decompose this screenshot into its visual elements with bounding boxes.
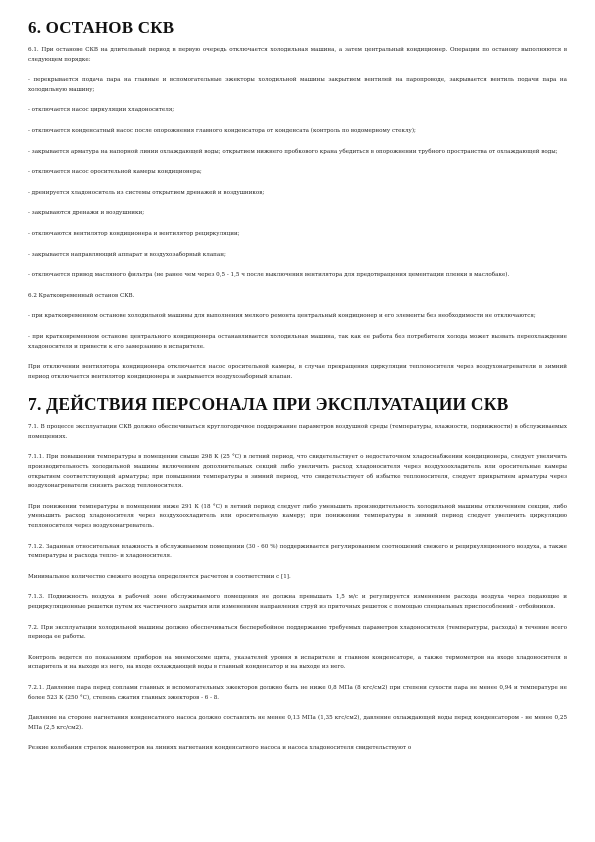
paragraph: 7.1.3. Подвижность воздуха в рабочей зоне обслуживаемого помещения не должна превышать 1,5 м/с и регулируется изменением расхода воздуха через подающие и рециркуляционные решетки путем их частичного закрытия или изменением направления струй из приточных решеток с помощью специальных приспособлений - отбойников. <box>28 594 567 610</box>
paragraph: Контроль ведется по показаниям приборов на мнемосхеме щита, указателей уровня в испарителе и главном конденсаторе, а также термометров на входе хладоносителя в испаритель и на выходе из него, на входе охлаждающей воды в главный конденсатор и на выходе из него. <box>28 654 567 671</box>
paragraph: - отключаются вентилятор кондиционера и вентилятор рециркуляции; <box>28 230 240 237</box>
paragraph: - закрывается направляющий аппарат и воздухозаборный клапан; <box>28 251 226 258</box>
paragraph: 6.2 Кратковременный останов СКВ. <box>28 292 135 299</box>
section-6-heading: 6. ОСТАНОВ СКВ <box>28 18 175 37</box>
paragraph: - отключается насос оросительной камеры кондиционера; <box>28 169 202 176</box>
paragraph: - закрываются дренажи и воздушники; <box>28 210 145 217</box>
section-7-body <box>28 423 567 754</box>
paragraph: - перекрывается подача пара на главные и вспомогательные эжекторы холодильной машины закрытием вентилей на паропроводе, закрывается вентиль подачи пара на холодильную машину; <box>28 77 567 93</box>
paragraph: - закрывается арматура на напорной линии охлаждающей воды; открытием нижнего пробкового крана убедиться в опорожнении трубного пространства от охлаждающей воды; <box>28 148 558 155</box>
paragraph: Резкие колебания стрелок манометров на линиях нагнетания конденсатного насоса и насоса хладоносителя свидетельствуют о <box>28 745 412 752</box>
paragraph: 7.2.1. Давление пара перед соплами главных и вспомогательных эжекторов должно быть не ниже 0,8 МПа (8 кгс/см2) при степени сухости пара не менее 0,94 и температуре не более 523 К (250 °С), степень сжатия главных эжекторов - 6 - 8. <box>28 684 567 701</box>
section-7-heading: 7. ДЕЙСТВИЯ ПЕРСОНАЛА ПРИ ЭКСПЛУАТАЦИИ СКВ <box>28 394 509 415</box>
paragraph: - при кратковременном останове центрального кондиционера останавливается холодильная машина, так как ее работа без потребителя холода может вызвать переохлаждение хладоносителя и привести к его замерзанию в испарителе. <box>28 333 567 350</box>
paragraph: 7.1.1. При повышении температуры в помещении свыше 298 К (25 °С) в летний период, что свидетельствует о недостаточном хладоснабжении кондиционера, следует увеличить производительность холодильной машины включением дополнительных секций либо увеличить расход хладоносителя через воздухоохладитель или оросительные камеры открытием соответствующей арматуры; при повышении температуры в зимний период, что свидетельствует об избытке теплоносителя, следует прикрытием арматуры через воздухонагреватели снизить расход теплоносителя. <box>28 454 567 490</box>
section-6-body <box>28 46 567 382</box>
paragraph: При отключении вентилятора кондиционера отключается насос оросительной камеры, в случае прекращения циркуляции теплоносителя через воздухонагреватели в зимний период отключается вентилятор кондиционера и закрывается воздухозаборный клапан. <box>28 364 567 380</box>
paragraph: При понижении температуры в помещении ниже 291 К (18 °С) в летний период следует либо уменьшить производительность холодильной машины отключением секции, либо уменьшить расход хладоносителя через воздухоохладитель или оросительную камеру; при понижении температуры в зимний период следует увеличить циркуляцию теплоносителя через воздухонагреватель. <box>28 503 567 530</box>
paragraph: 7.2. При эксплуатации холодильной машины должно обеспечиваться бесперебойное поддержание требуемых параметров хладоносителя (температуры, расхода) в течение всего периода ее работы. <box>28 624 567 641</box>
paragraph: - отключается привод масляного фильтра (не ранее чем через 0,5 - 1,5 ч после выключения вентилятора для предотвращения цементации пленки в маслобаке). <box>28 272 510 279</box>
paragraph: Давление на стороне нагнетания конденсатного насоса должно составлять не менее 0,13 МПа (1,35 кгс/см2), давление охлаждающей воды перед конденсатором - не менее 0,25 МПа (2,5 кгс/см2). <box>28 715 567 731</box>
paragraph: 6.1. При останове СКВ на длительный период в первую очередь отключается холодильная машина, а затем центральный кондиционер. Операции по останову выполняются в следующем порядке: <box>28 47 567 63</box>
paragraph: 7.1.2. Заданная относительная влажность в обслуживаемом помещении (30 - 60 %) поддерживается регулированием соотношений свежего и рециркуляционного воздуха, а также температуры и расхода тепло- и хладоносителя. <box>28 543 567 560</box>
paragraph: 7.1. В процессе эксплуатации СКВ должно обеспечиваться круглогодичное поддержание параметров воздушной среды (температуры, влажности, подвижности) в обслуживаемых помещениях. <box>28 424 567 440</box>
paragraph: Минимальное количество свежего воздуха определяется расчетом в соответствии с [1]. <box>28 573 291 580</box>
paragraph: - при кратковременном останове холодильной машины для выполнения мелкого ремонта центральный кондиционер и его элементы без необходимости не отключаются; <box>28 313 536 320</box>
paragraph: - отключается конденсатный насос после опорожнения главного конденсатора от конденсата (контроль по водомерному стеклу); <box>28 127 416 134</box>
paragraph: - отключается насос циркуляции хладоносителя; <box>28 107 175 114</box>
paragraph: - дренируется хладоноситель из системы открытием дренажей и воздушников; <box>28 189 265 196</box>
